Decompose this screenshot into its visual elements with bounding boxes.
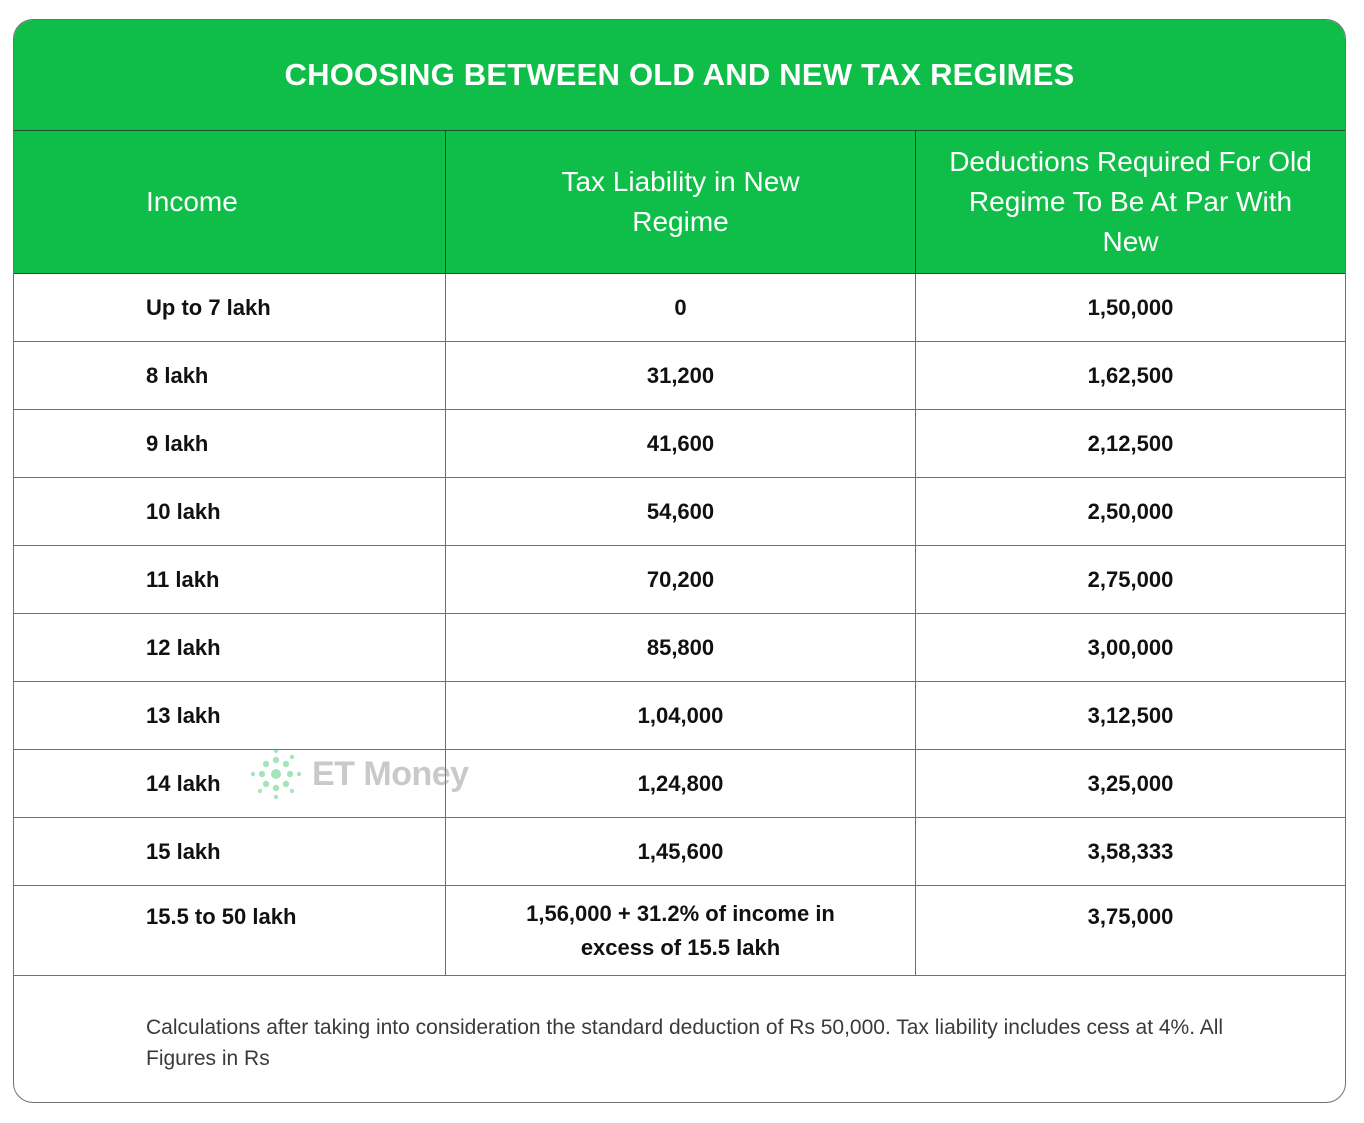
deductions-cell: 3,12,500 <box>1087 702 1174 728</box>
income-cell: 8 lakh <box>14 342 446 409</box>
table-header-row <box>14 131 1345 274</box>
table-row <box>14 546 1345 614</box>
table-row <box>14 410 1345 478</box>
header-deductions-required: Deductions Required For Old Regime To Be At Par With New <box>949 146 1312 257</box>
table-row <box>14 274 1345 342</box>
tax-regime-table-card <box>13 19 1346 1103</box>
table-row <box>14 342 1345 410</box>
deductions-cell: 2,75,000 <box>1087 566 1174 592</box>
income-cell: 12 lakh <box>14 614 446 681</box>
deductions-cell: 3,58,333 <box>1087 838 1174 864</box>
deductions-cell: 2,12,500 <box>1087 430 1174 456</box>
income-cell: 13 lakh <box>14 682 446 749</box>
deductions-cell: 3,75,000 <box>1087 904 1174 929</box>
table-row <box>14 886 1345 976</box>
tax-cell: 1,24,800 <box>446 750 916 817</box>
watermark-text: ET Money <box>312 754 469 793</box>
deductions-cell: 1,50,000 <box>1087 294 1174 320</box>
header-income: Income <box>14 131 446 273</box>
tax-cell: 31,200 <box>446 342 916 409</box>
tax-cell: 70,200 <box>446 546 916 613</box>
tax-cell: 41,600 <box>446 410 916 477</box>
table-row <box>14 478 1345 546</box>
table-row <box>14 818 1345 886</box>
table-row <box>14 682 1345 750</box>
table-title: CHOOSING BETWEEN OLD AND NEW TAX REGIMES <box>284 57 1075 92</box>
income-cell: 15 lakh <box>14 818 446 885</box>
title-bar <box>14 20 1345 131</box>
header-tax-liability: Tax Liability in New Regime <box>446 131 916 273</box>
income-cell: 9 lakh <box>14 410 446 477</box>
income-cell: 15.5 to 50 lakh <box>14 886 446 975</box>
income-cell: Up to 7 lakh <box>14 274 446 341</box>
income-cell: 11 lakh <box>14 546 446 613</box>
deductions-cell: 3,00,000 <box>1087 634 1174 660</box>
table-row <box>14 750 1345 818</box>
tax-cell: 1,04,000 <box>446 682 916 749</box>
table-row <box>14 614 1345 682</box>
deductions-cell: 2,50,000 <box>1087 498 1174 524</box>
tax-cell: 0 <box>446 274 916 341</box>
deductions-cell: 1,62,500 <box>1087 362 1174 388</box>
income-cell: 14 lakh <box>14 750 446 817</box>
footnote: Calculations after taking into consideration the standard deduction of Rs 50,000. Tax liability includes cess at 4%. All Figures in Rs <box>146 1016 1224 1070</box>
income-cell: 10 lakh <box>14 478 446 545</box>
tax-cell: 1,45,600 <box>446 818 916 885</box>
tax-cell: 54,600 <box>446 478 916 545</box>
deductions-cell: 3,25,000 <box>1087 770 1174 796</box>
tax-cell: 1,56,000 + 31.2% of income in excess of 15.5 lakh <box>446 886 916 975</box>
tax-cell: 85,800 <box>446 614 916 681</box>
